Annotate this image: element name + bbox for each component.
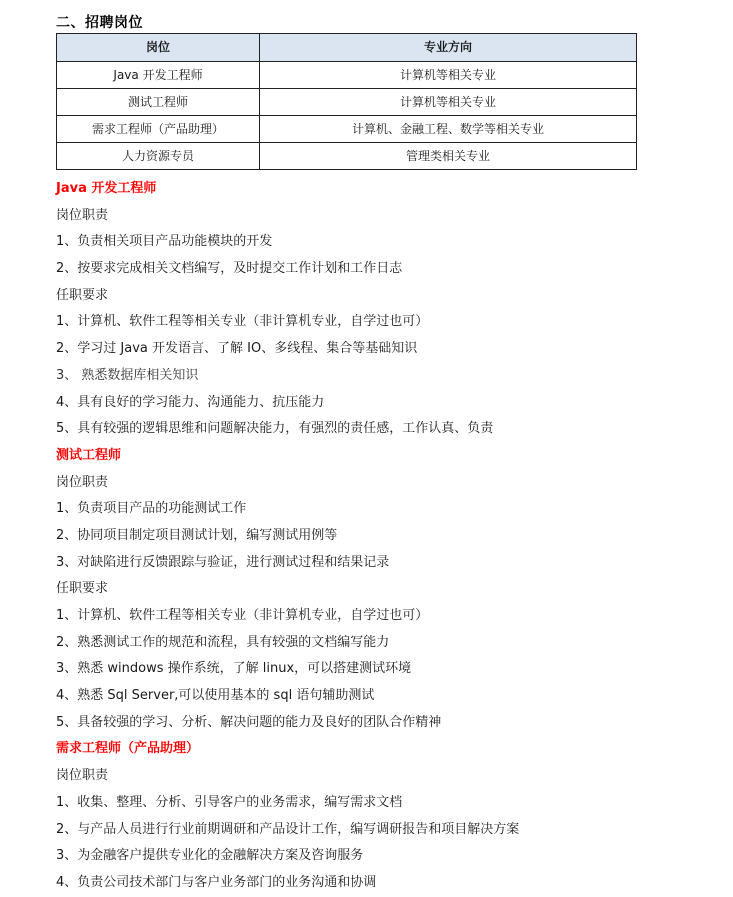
list-item: 1、负责相关项目产品功能模块的开发 [56, 234, 273, 250]
table-row [57, 116, 637, 143]
cell-position: 测试工程师 [57, 89, 260, 116]
list-item: 4、熟悉 Sql Server,可以使用基本的 sql 语句辅助测试 [56, 688, 375, 704]
positions-table [56, 33, 637, 170]
cell-major: 管理类相关专业 [260, 143, 637, 170]
list-item: 1、负责项目产品的功能测试工作 [56, 501, 247, 517]
table-row [57, 143, 637, 170]
cell-position: 需求工程师（产品助理） [57, 116, 260, 143]
table-row [57, 89, 637, 116]
list-item: 3、为金融客户提供专业化的金融解决方案及咨询服务 [56, 848, 364, 864]
list-item: 4、负责公司技术部门与客户业务部门的业务沟通和协调 [56, 874, 377, 890]
list-item: 1、计算机、软件工程等相关专业（非计算机专业，自学过也可） [56, 608, 429, 623]
header-position: 岗位 [57, 34, 260, 62]
subheading-duties: 岗位职责 [56, 768, 109, 784]
table-row [57, 62, 637, 89]
list-item: 1、计算机、软件工程等相关专业（非计算机专业，自学过也可） [56, 314, 429, 330]
list-item: 4、具有良好的学习能力、沟通能力、抗压能力 [56, 394, 325, 410]
cell-major: 计算机、金融工程、数学等相关专业 [260, 116, 637, 143]
subheading-duties: 岗位职责 [56, 474, 109, 490]
job-heading-java: Java 开发工程师 [56, 181, 157, 196]
subheading-duties: 岗位职责 [56, 207, 109, 223]
job-descriptions [56, 176, 696, 897]
job-heading-tester: 测试工程师 [56, 447, 122, 463]
list-item: 2、熟悉测试工作的规范和流程，具有较强的文档编写能力 [56, 634, 390, 650]
list-item: 3、对缺陷进行反馈跟踪与验证，进行测试过程和结果记录 [56, 554, 390, 570]
subheading-requirements: 任职要求 [56, 287, 109, 303]
cell-major: 计算机等相关专业 [260, 62, 637, 89]
list-item: 5、具备较强的学习、分析、解决问题的能力及良好的团队合作精神 [56, 714, 442, 730]
list-item: 2、与产品人员进行行业前期调研和产品设计工作，编写调研报告和项目解决方案 [56, 821, 520, 837]
subheading-requirements: 任职要求 [56, 581, 109, 597]
list-item: 5、具有较强的逻辑思维和问题解决能力，有强烈的责任感，工作认真、负责 [56, 421, 494, 437]
job-heading-requirements-engineer: 需求工程师（产品助理） [56, 741, 200, 757]
list-item: 1、收集、整理、分析、引导客户的业务需求，编写需求文档 [56, 794, 403, 810]
list-item: 3、 熟悉数据库相关知识 [56, 367, 199, 383]
list-item: 2、协同项目制定项目测试计划，编写测试用例等 [56, 527, 338, 543]
cell-position: Java 开发工程师 [57, 62, 260, 89]
header-major: 专业方向 [260, 34, 637, 62]
list-item: 2、按要求完成相关文档编写，及时提交工作计划和工作日志 [56, 261, 403, 277]
list-item: 2、学习过 Java 开发语言、了解 IO、多线程、集合等基础知识 [56, 341, 418, 357]
section-title: 二、招聘岗位 [56, 15, 143, 31]
table-header-row [57, 34, 637, 62]
cell-major: 计算机等相关专业 [260, 89, 637, 116]
cell-position: 人力资源专员 [57, 143, 260, 170]
list-item: 3、熟悉 windows 操作系统，了解 linux，可以搭建测试环境 [56, 661, 412, 677]
